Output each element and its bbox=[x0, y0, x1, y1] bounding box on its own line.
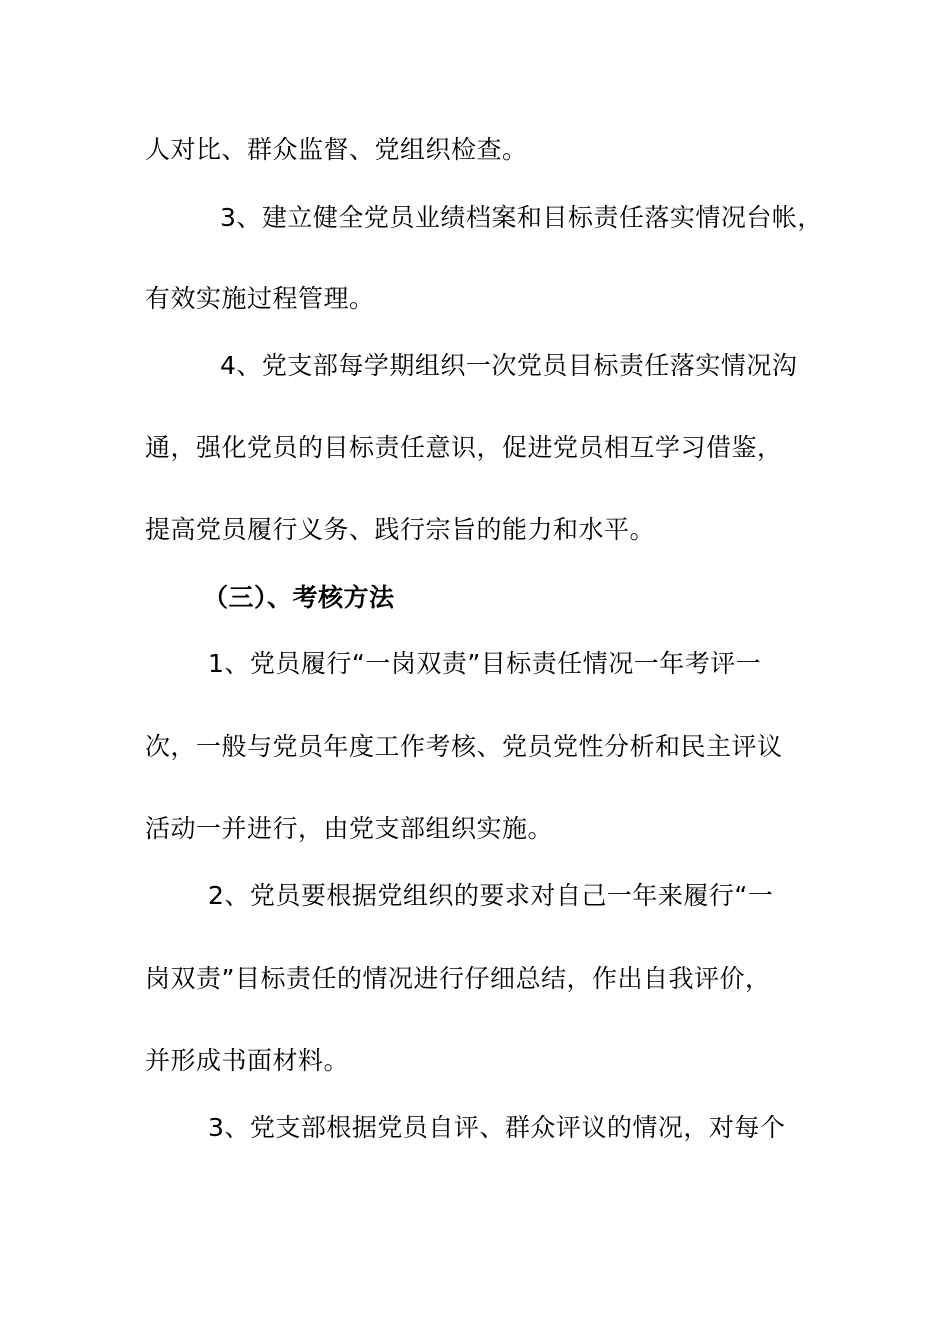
text-line: 3、党支部根据党员自评、群众评议的情况，对每个 bbox=[208, 1113, 786, 1142]
text-line: 活动一并进行，由党支部组织实施。 bbox=[145, 814, 554, 843]
text-line: 4、党支部每学期组织一次党员目标责任落实情况沟 bbox=[220, 351, 798, 380]
text-line: 岗双责”目标责任的情况进行仔细总结，作出自我评价， bbox=[145, 964, 771, 993]
text-line: 并形成书面材料。 bbox=[145, 1046, 350, 1075]
text-line: 有效实施过程管理。 bbox=[145, 284, 375, 313]
text-line: 2、党员要根据党组织的要求对自己一年来履行“一 bbox=[208, 881, 774, 910]
text-line: 次，一般与党员年度工作考核、党员党性分析和民主评议 bbox=[145, 732, 783, 761]
text-line: 提高党员履行义务、践行宗旨的能力和水平。 bbox=[145, 515, 656, 544]
text-line: 3、建立健全党员业绩档案和目标责任落实情况台帐， bbox=[220, 203, 823, 232]
text-line: 通，强化党员的目标责任意识，促进党员相互学习借鉴， bbox=[145, 433, 783, 462]
text-line: 人对比、群众监督、党组织检查。 bbox=[145, 135, 528, 164]
text-line: 1、党员履行“一岗双责”目标责任情况一年考评一 bbox=[208, 649, 762, 678]
section-heading: （三）、考核方法 bbox=[203, 583, 395, 612]
